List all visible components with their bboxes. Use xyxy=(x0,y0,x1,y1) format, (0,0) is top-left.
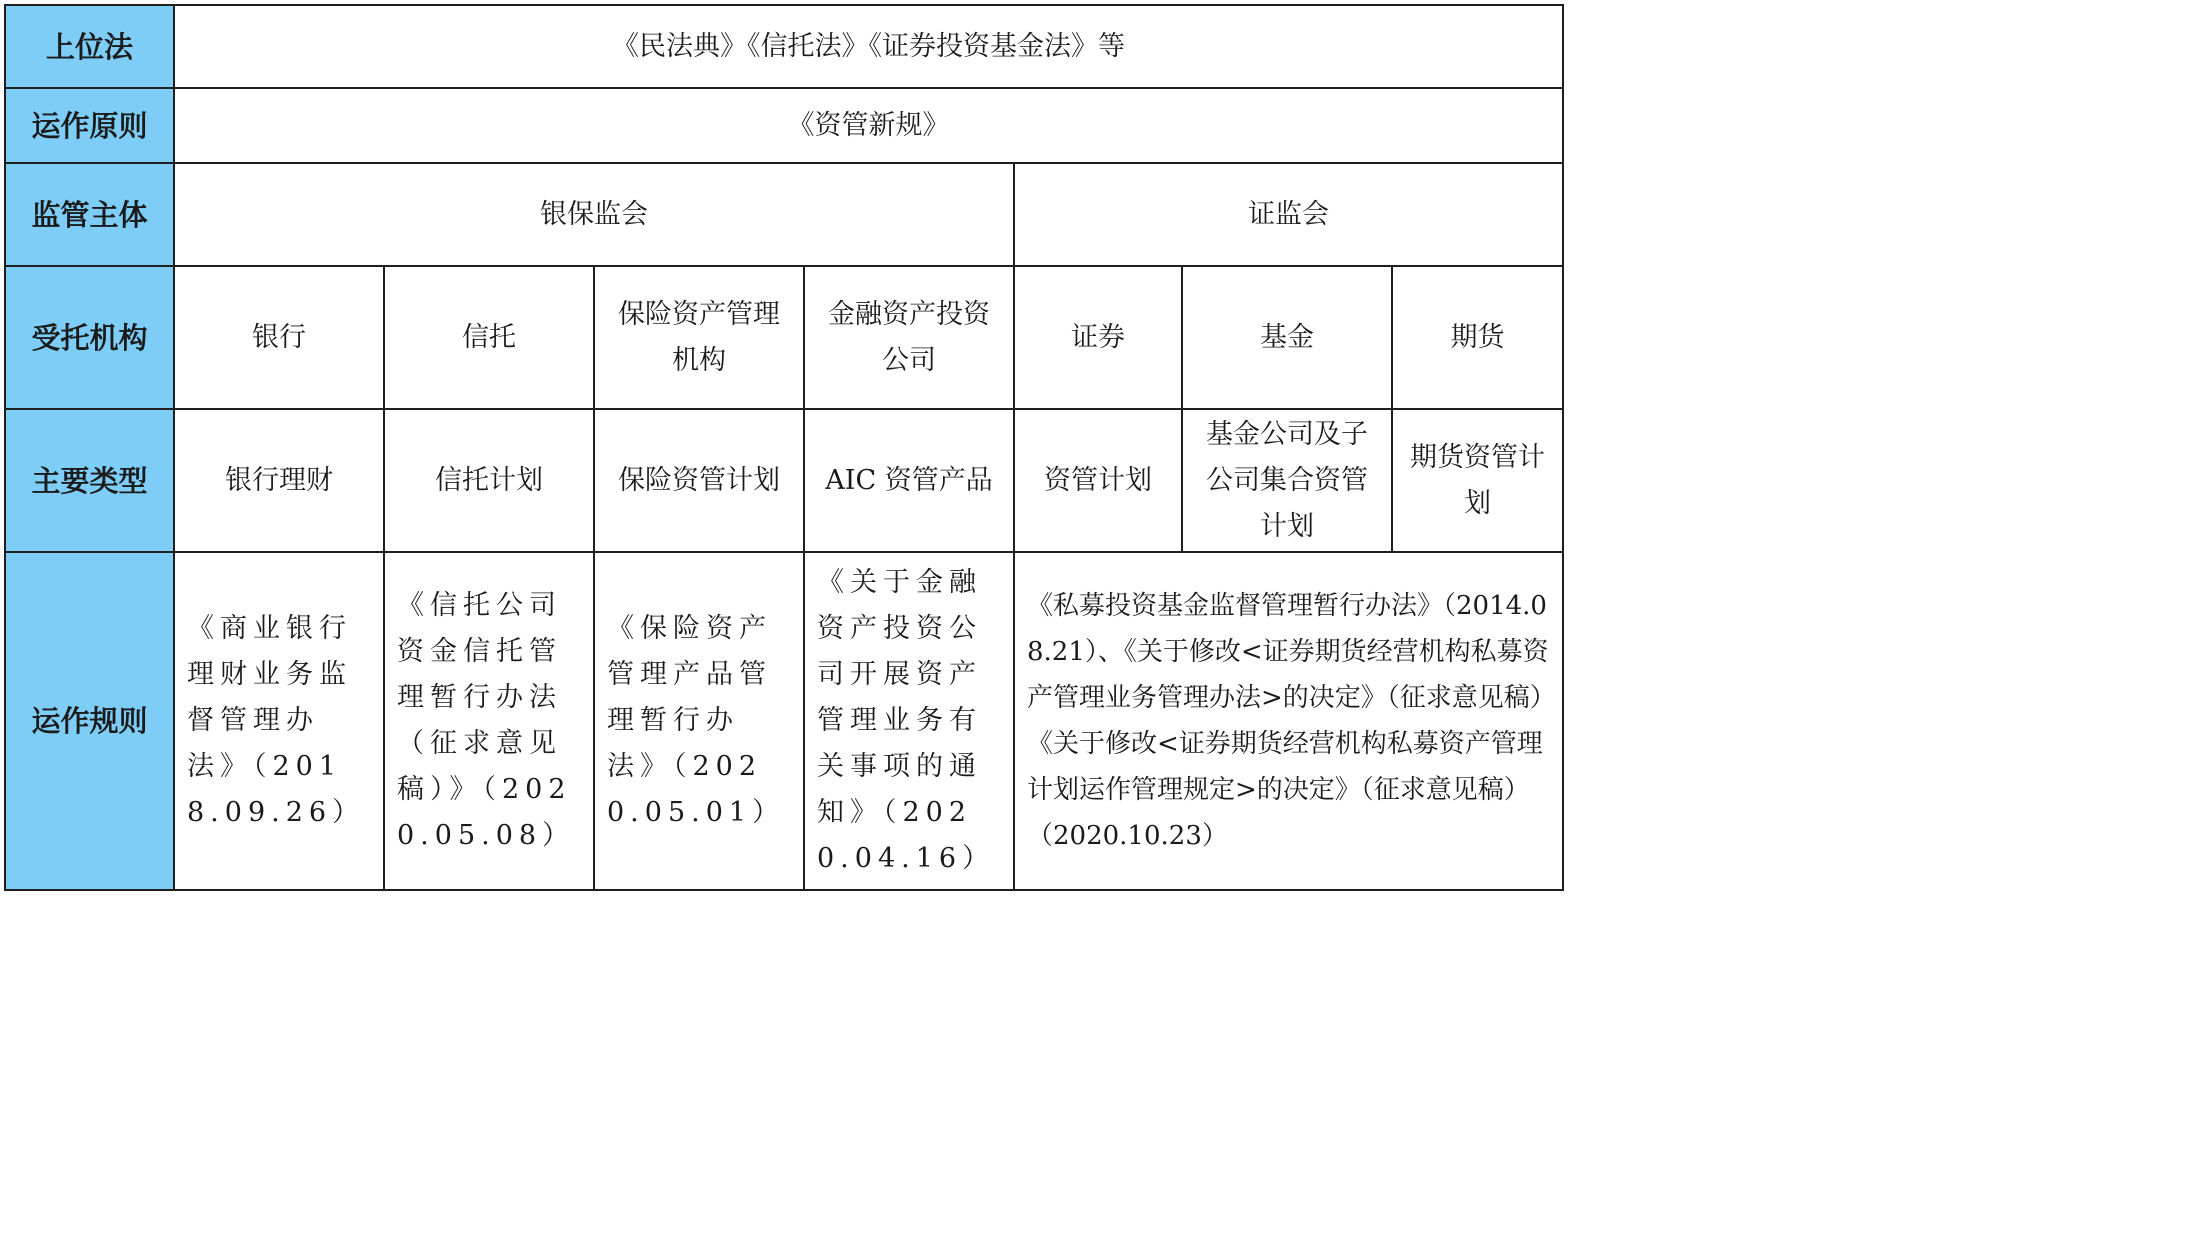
regulator-cbirc: 银保监会 xyxy=(174,163,1014,266)
trustee-trust: 信托 xyxy=(384,266,594,409)
regulation-framework-table xyxy=(4,4,1564,891)
type-trust-plan: 信托计划 xyxy=(384,409,594,552)
header-operating-principle: 运作原则 xyxy=(5,88,174,163)
header-main-types: 主要类型 xyxy=(5,409,174,552)
row-trustee xyxy=(5,266,1563,409)
rule-trust: 《信托公司资金信托管理暂行办法（征求意见稿）》（2020.05.08） xyxy=(384,552,594,890)
header-operating-rules: 运作规则 xyxy=(5,552,174,890)
type-insurance-plan: 保险资管计划 xyxy=(594,409,804,552)
trustee-bank: 银行 xyxy=(174,266,384,409)
row-superior-law xyxy=(5,5,1563,88)
type-am-plan: 资管计划 xyxy=(1014,409,1182,552)
operating-principle-value: 《资管新规》 xyxy=(174,88,1563,163)
row-main-types xyxy=(5,409,1563,552)
trustee-aic: 金融资产投资公司 xyxy=(804,266,1014,409)
rule-bank: 《商业银行理财业务监督管理办法》（2018.09.26） xyxy=(174,552,384,890)
row-operating-principle xyxy=(5,88,1563,163)
trustee-futures: 期货 xyxy=(1392,266,1563,409)
header-superior-law: 上位法 xyxy=(5,5,174,88)
row-regulator xyxy=(5,163,1563,266)
header-trustee: 受托机构 xyxy=(5,266,174,409)
rule-insurance: 《保险资产管理产品管理暂行办法》（2020.05.01） xyxy=(594,552,804,890)
rule-aic: 《关于金融资产投资公司开展资产管理业务有关事项的通知》（2020.04.16） xyxy=(804,552,1014,890)
type-fund-collective-plan: 基金公司及子公司集合资管计划 xyxy=(1182,409,1392,552)
trustee-fund: 基金 xyxy=(1182,266,1392,409)
type-bank-wealth: 银行理财 xyxy=(174,409,384,552)
regulator-csrc: 证监会 xyxy=(1014,163,1563,266)
rule-csrc: 《私募投资基金监督管理暂行办法》（2014.08.21）、《关于修改<证券期货经营机构私募资产管理业务管理办法>的决定》（征求意见稿）《关于修改<证券期货经营机构私募资产管理计划运作管理规定>的决定》（征求意见稿）（2020.10.23） xyxy=(1014,552,1563,890)
row-operating-rules xyxy=(5,552,1563,890)
trustee-insurance-am: 保险资产管理机构 xyxy=(594,266,804,409)
type-aic-product: AIC 资管产品 xyxy=(804,409,1014,552)
header-regulator: 监管主体 xyxy=(5,163,174,266)
superior-law-value: 《民法典》《信托法》《证券投资基金法》等 xyxy=(174,5,1563,88)
type-futures-plan: 期货资管计划 xyxy=(1392,409,1563,552)
trustee-securities: 证券 xyxy=(1014,266,1182,409)
